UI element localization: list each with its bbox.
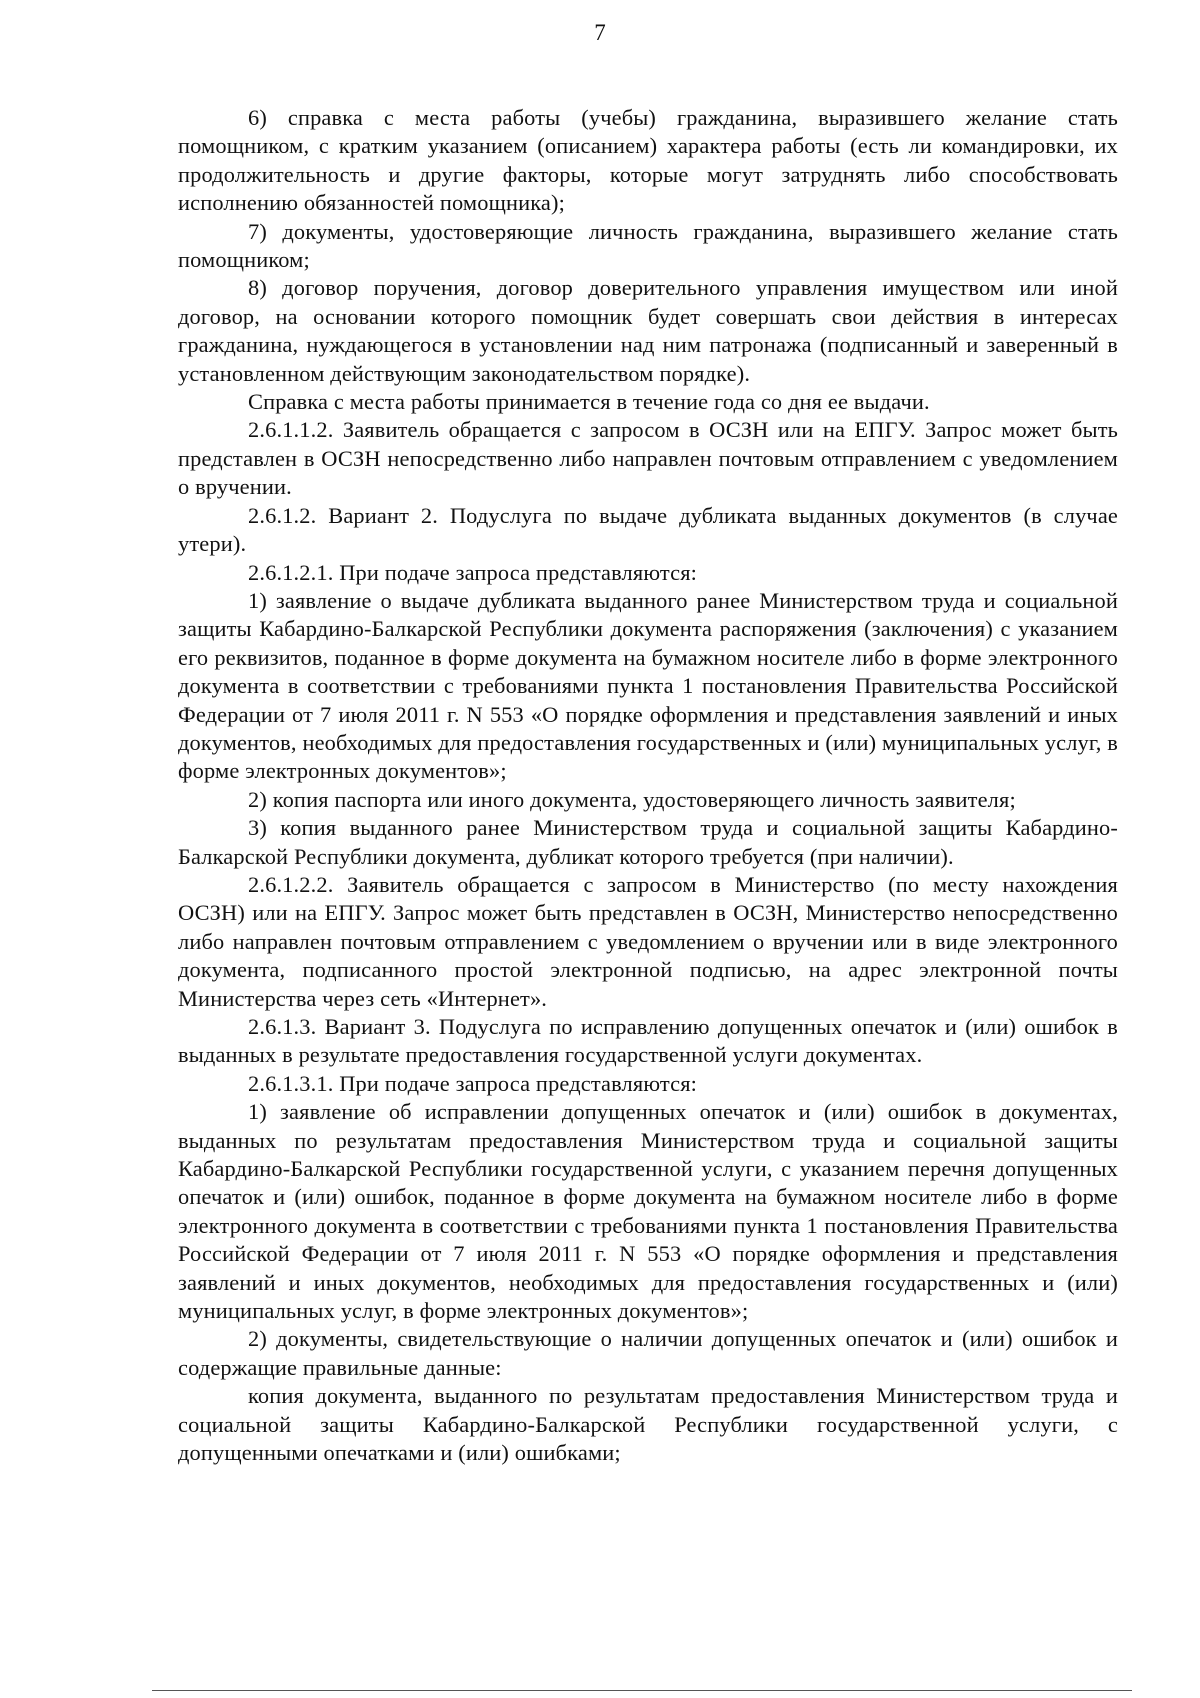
- paragraph-variant3-item-1: 1) заявление об исправлении допущенных опечаток и (или) ошибок в документах, выданных по результатам предоставления Министерством труда и социальной защиты Кабардино-Балкарской Республики государственной услуги, с указанием перечня допущенных опечаток и (или) ошибок, поданное в форме документа на бумажном носителе либо в форме электронного документа в соответствии с требованиями пункта 1 постановления Правительства Российской Федерации от 7 июля 2011 г. N 553 «О порядке оформления и представления заявлений и иных документов, необходимых для предоставления государственных и (или) муниципальных услуг, в форме электронных документов»;: [178, 1099, 1118, 1324]
- footer-divider: [152, 1690, 1132, 1691]
- paragraph-variant2-item-1: 1) заявление о выдаче дубликата выданного ранее Министерством труда и социальной защиты Кабардино-Балкарской Республики документа распоряжения (заключения) с указанием его реквизитов, поданное в форме документа на бумажном носителе либо в форме электронного документа в соответствии с требованиями пункта 1 постановления Правительства Российской Федерации от 7 июля 2011 г. N 553 «О порядке оформления и представления заявлений и иных документов, необходимых для предоставления государственных и (или) муниципальных услуг, в форме электронных документов»;: [178, 587, 1118, 784]
- paragraph-work-certificate-validity: Справка с места работы принимается в течение года со дня ее выдачи.: [248, 389, 930, 415]
- paragraph-item-8: 8) договор поручения, договор доверительного управления имуществом или иной договор, на основании которого помощник будет совершать свои действия в интересах гражданина, нуждающегося в установлении над ним патронажа (подписанный и заверенный в установленном действующим законодательством порядке).: [178, 275, 1118, 386]
- paragraph-item-6: 6) справка с места работы (учебы) гражданина, выразившего желание стать помощником, с кратким указанием (описанием) характера работы (есть ли командировки, их продолжительность и другие факторы, которые могут затруднять либо способствовать исполнению обязанностей помощника);: [178, 105, 1118, 216]
- paragraph-variant2-item-2: 2) копия паспорта или иного документа, удостоверяющего личность заявителя;: [248, 786, 1016, 812]
- paragraph-item-7: 7) документы, удостоверяющие личность гражданина, выразившего желание стать помощником;: [178, 218, 1118, 273]
- document-body: [178, 104, 1118, 1468]
- paragraph-2-6-1-3-1: 2.6.1.3.1. При подаче запроса представляются:: [248, 1070, 698, 1096]
- paragraph-variant3-item-2: 2) документы, свидетельствующие о наличии допущенных опечаток и (или) ошибок и содержащие правильные данные:: [178, 1326, 1118, 1380]
- page-number: 7: [594, 20, 606, 45]
- paragraph-2-6-1-2-2: 2.6.1.2.2. Заявитель обращается с запросом в Министерство (по месту нахождения ОСЗН) или на ЕПГУ. Запрос может быть представлен в ОСЗН, Министерство непосредственно либо направлен почтовым отправлением с уведомлением о вручении или в виде электронного документа, подписанного простой электронной подписью, на адрес электронной почты Министерства через сеть «Интернет».: [178, 871, 1118, 1011]
- paragraph-2-6-1-3: 2.6.1.3. Вариант 3. Подуслуга по исправлению допущенных опечаток и (или) ошибок в выданных в результате предоставления государственной услуги документах.: [178, 1014, 1118, 1068]
- paragraph-variant2-item-3: 3) копия выданного ранее Министерством труда и социальной защиты Кабардино-Балкарской Республики документа, дубликат которого требуется (при наличии).: [178, 815, 1118, 869]
- paragraph-2-6-1-2: 2.6.1.2. Вариант 2. Подуслуга по выдаче дубликата выданных документов (в случае утери).: [178, 502, 1118, 557]
- paragraph-2-6-1-1-2: 2.6.1.1.2. Заявитель обращается с запросом в ОСЗН или на ЕПГУ. Запрос может быть представлен в ОСЗН непосредственно либо направлен почтовым отправлением с уведомлением о вручении.: [178, 417, 1118, 500]
- paragraph-2-6-1-2-1: 2.6.1.2.1. При подаче запроса представляются:: [248, 559, 698, 585]
- paragraph-variant3-copy: копия документа, выданного по результатам предоставления Министерством труда и социальной защиты Кабардино-Балкарской Республики государственной услуги, с допущенными опечатками и (или) ошибками;: [178, 1383, 1118, 1466]
